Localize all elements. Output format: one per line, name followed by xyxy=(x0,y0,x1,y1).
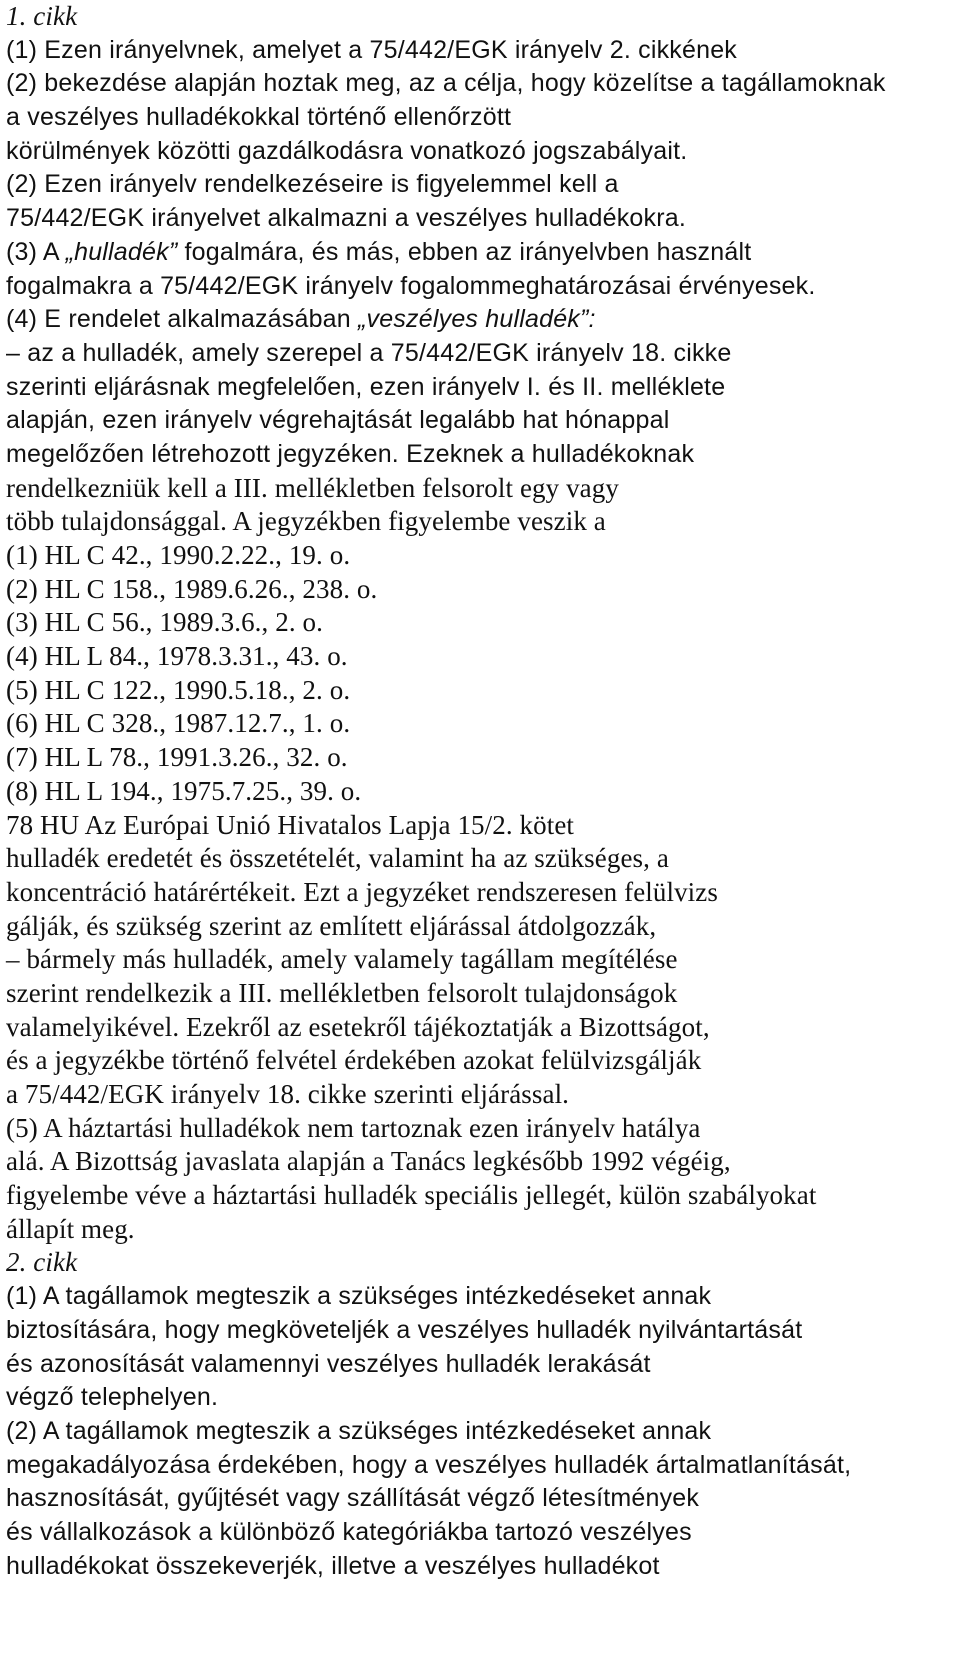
italic-text: 2. cikk xyxy=(6,1247,78,1278)
text-segment: (1) Ezen irányelvnek, amelyet a 75/442/EGK irányelv 2. cikkének xyxy=(6,35,738,64)
text-line xyxy=(6,977,960,1011)
italic-text: 1. cikk xyxy=(6,1,78,31)
text-line xyxy=(6,404,960,438)
text-segment: valamelyikével. Ezekről az esetekről tájékoztatják a Bizottságot, xyxy=(6,1011,710,1042)
text-segment: megakadályozása érdekében, hogy a veszélyes hulladék ártalmatlanítását, xyxy=(6,1450,852,1479)
text-line xyxy=(6,303,960,337)
text-line xyxy=(6,910,960,944)
text-segment: (6) HL C 328., 1987.12.7., 1. o. xyxy=(6,708,351,739)
text-segment: (8) HL L 194., 1975.7.25., 39. o. xyxy=(6,775,362,806)
text-line xyxy=(6,101,960,135)
text-line xyxy=(6,809,960,843)
text-line xyxy=(6,842,960,876)
text-segment: (7) HL L 78., 1991.3.26., 32. o. xyxy=(6,742,348,773)
text-line xyxy=(6,1348,960,1382)
text-line xyxy=(6,741,960,775)
text-line xyxy=(6,438,960,472)
text-line xyxy=(6,371,960,405)
text-line xyxy=(6,1415,960,1449)
text-line xyxy=(6,1482,960,1516)
text-line xyxy=(6,1449,960,1483)
text-line xyxy=(6,337,960,371)
text-segment: fogalmára, és más, ebben az irányelvben használt xyxy=(177,237,752,266)
text-line xyxy=(6,1213,960,1247)
text-segment: megelőzően létrehozott jegyzéken. Ezeknek a hulladékoknak xyxy=(6,439,695,468)
text-line xyxy=(6,1145,960,1179)
text-line xyxy=(6,505,960,539)
text-line xyxy=(6,236,960,270)
text-segment: (5) A háztartási hulladékok nem tartoznak ezen irányelv hatálya xyxy=(6,1112,701,1143)
text-segment: alá. A Bizottság javaslata alapján a Tanács legkésőbb 1992 végéig, xyxy=(6,1146,731,1177)
text-line xyxy=(6,67,960,101)
text-line xyxy=(6,1516,960,1550)
text-segment: szerint rendelkezik a III. mellékletben felsorolt tulajdonságok xyxy=(6,977,678,1008)
text-line xyxy=(6,606,960,640)
text-segment: a 75/442/EGK irányelv 18. cikke szerinti eljárással. xyxy=(6,1079,570,1109)
text-line xyxy=(6,674,960,708)
text-segment: rendelkezniük kell a III. mellékletben felsorolt egy vagy xyxy=(6,472,619,503)
text-line xyxy=(6,1044,960,1078)
text-segment: (2) A tagállamok megteszik a szükséges intézkedéseket annak xyxy=(6,1416,712,1445)
text-segment: hulladék eredetét és összetételét, valamint ha az szükséges, a xyxy=(6,843,669,874)
text-segment: (1) A tagállamok megteszik a szükséges intézkedéseket annak xyxy=(6,1282,712,1311)
text-line xyxy=(6,1280,960,1314)
text-segment: (3) A xyxy=(6,237,66,266)
text-line xyxy=(6,1381,960,1415)
text-line xyxy=(6,943,960,977)
text-segment: (2) Ezen irányelv rendelkezéseire is figyelemmel kell a xyxy=(6,170,619,199)
text-segment: és a jegyzékbe történő felvétel érdekében azokat felülvizsgálják xyxy=(6,1045,702,1076)
text-segment: (3) HL C 56., 1989.3.6., 2. o. xyxy=(6,607,323,638)
text-segment: (4) E rendelet alkalmazásában xyxy=(6,305,359,334)
text-segment: fogalmakra a 75/442/EGK irányelv fogalommeghatározásai érvényesek. xyxy=(6,271,816,300)
text-line xyxy=(6,472,960,506)
text-line xyxy=(6,775,960,809)
text-line xyxy=(6,1246,960,1280)
text-line xyxy=(6,1011,960,1045)
text-segment: (1) HL C 42., 1990.2.22., 19. o. xyxy=(6,540,351,570)
text-segment: koncentráció határértékeit. Ezt a jegyzéket rendszeresen felülvizs xyxy=(6,876,718,907)
text-line xyxy=(6,202,960,236)
text-segment: több tulajdonsággal. A jegyzékben figyelembe veszik a xyxy=(6,506,606,537)
text-line xyxy=(6,573,960,607)
text-line xyxy=(6,168,960,202)
italic-text: „hulladék” xyxy=(65,237,178,266)
text-segment: gálják, és szükség szerint az említett eljárással átdolgozzák, xyxy=(6,910,657,941)
text-segment: hulladékokat összekeverjék, illetve a veszélyes hulladékot xyxy=(6,1551,660,1580)
text-segment: – bármely más hulladék, amely valamely tagállam megítélése xyxy=(6,944,678,975)
text-segment: (4) HL L 84., 1978.3.31., 43. o. xyxy=(6,641,348,672)
text-line xyxy=(6,1179,960,1213)
text-line xyxy=(6,1078,960,1112)
text-segment: – az a hulladék, amely szerepel a 75/442/EGK irányelv 18. cikke xyxy=(6,338,732,367)
text-line xyxy=(6,1112,960,1146)
text-line xyxy=(6,539,960,573)
text-segment: biztosítására, hogy megköveteljék a veszélyes hulladék nyilvántartását xyxy=(6,1315,803,1344)
text-line xyxy=(6,640,960,674)
text-segment: végző telephelyen. xyxy=(6,1383,219,1412)
text-segment: (2) HL C 158., 1989.6.26., 238. o. xyxy=(6,573,378,604)
text-segment: a veszélyes hulladékokkal történő ellenőrzött xyxy=(6,103,512,132)
text-line xyxy=(6,135,960,169)
text-segment: (5) HL C 122., 1990.5.18., 2. o. xyxy=(6,674,351,705)
text-line xyxy=(6,0,960,34)
text-segment: és azonosítását valamennyi veszélyes hulladék lerakását xyxy=(6,1349,651,1378)
text-segment: állapít meg. xyxy=(6,1213,135,1244)
text-segment: 78 HU Az Európai Unió Hivatalos Lapja 15/2. kötet xyxy=(6,809,575,840)
text-segment: 75/442/EGK irányelvet alkalmazni a veszélyes hulladékokra. xyxy=(6,204,687,233)
text-line xyxy=(6,1314,960,1348)
text-line xyxy=(6,1550,960,1584)
text-segment: körülmények közötti gazdálkodásra vonatkozó jogszabályait. xyxy=(6,136,688,165)
text-line xyxy=(6,34,960,68)
text-segment: figyelembe véve a háztartási hulladék speciális jellegét, külön szabályokat xyxy=(6,1180,817,1211)
text-line xyxy=(6,270,960,304)
text-segment: alapján, ezen irányelv végrehajtását legalább hat hónappal xyxy=(6,406,670,435)
text-line xyxy=(6,876,960,910)
text-segment: és vállalkozások a különböző kategóriákba tartozó veszélyes xyxy=(6,1517,692,1546)
text-segment: (2) bekezdése alapján hoztak meg, az a célja, hogy közelítse a tagállamoknak xyxy=(6,69,886,98)
text-line xyxy=(6,707,960,741)
italic-text: „veszélyes hulladék”: xyxy=(358,305,596,334)
text-segment: szerinti eljárásnak megfelelően, ezen irányelv I. és II. melléklete xyxy=(6,372,726,401)
document-text xyxy=(6,0,960,1583)
text-segment: hasznosítását, gyűjtését vagy szállítását végző létesítmények xyxy=(6,1484,700,1513)
